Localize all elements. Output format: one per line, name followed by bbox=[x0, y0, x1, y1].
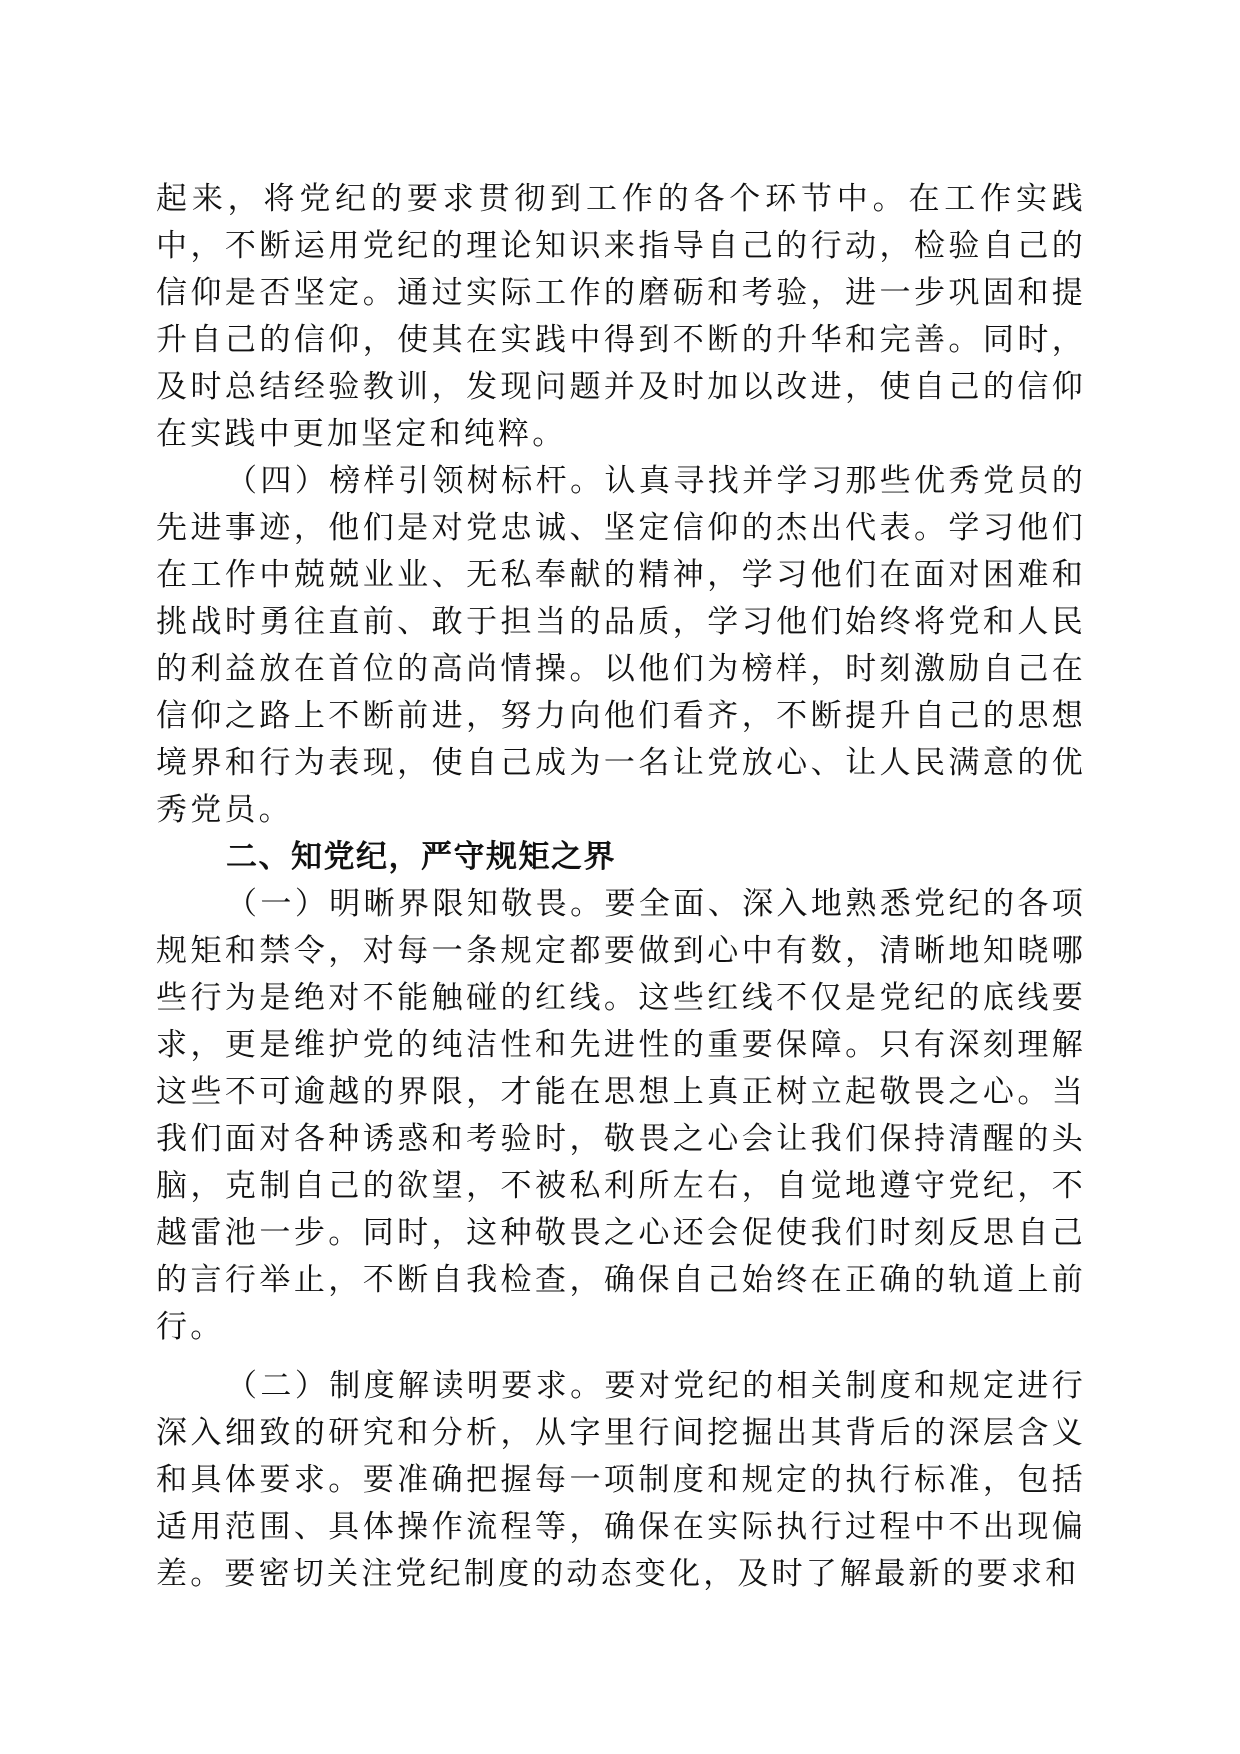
paragraph-lead-boundaries: （一）明晰界限知敬畏。 bbox=[226, 886, 605, 922]
paragraph-role-models bbox=[156, 458, 1086, 834]
paragraph-body-boundaries: 要全面、深入地熟悉党纪的各项规矩和禁令，对每一条规定都要做到心中有数，清晰地知晓哪些行为是绝对不能触碰的红线。这些红线不仅是党纪的底线要求，更是维护党的纯洁性和先进性的重要保障。只有深刻理解这些不可逾越的界限，才能在思想上真正树立起敬畏之心。当我们面对各种诱惑和考验时，敬畏之心会让我们保持清醒的头脑，克制自己的欲望，不被私利所左右，自觉地遵守党纪，不越雷池一步。同时，这种敬畏之心还会促使我们时刻反思自己的言行举止，不断自我检查，确保自己始终在正确的轨道上前行。 bbox=[156, 886, 1086, 1345]
document-body bbox=[156, 176, 1086, 1598]
paragraph-lead-role-models: （四）榜样引领树标杆。 bbox=[226, 463, 605, 499]
paragraph-continuation: 起来，将党纪的要求贯彻到工作的各个环节中。在工作实践中，不断运用党纪的理论知识来指导自己的行动，检验自己的信仰是否坚定。通过实际工作的磨砺和考验，进一步巩固和提升自己的信仰，使其在实践中得到不断的升华和完善。同时，及时总结经验教训，发现问题并及时加以改进，使自己的信仰在实践中更加坚定和纯粹。 bbox=[156, 181, 1086, 452]
section-heading-2: 二、知党纪，严守规矩之界 bbox=[226, 839, 616, 875]
paragraph-body-role-models: 认真寻找并学习那些优秀党员的先进事迹，他们是对党忠诚、坚定信仰的杰出代表。学习他们在工作中兢兢业业、无私奉献的精神，学习他们在面对困难和挑战时勇往直前、敢于担当的品质，学习他们始终将党和人民的利益放在首位的高尚情操。以他们为榜样，时刻激励自己在信仰之路上不断前进，努力向他们看齐，不断提升自己的思想境界和行为表现，使自己成为一名让党放心、让人民满意的优秀党员。 bbox=[156, 463, 1086, 828]
paragraph-regulations bbox=[156, 1363, 1086, 1598]
paragraph-lead-regulations: （二）制度解读明要求。 bbox=[226, 1368, 605, 1404]
paragraph-body-regulations: 要对党纪的相关制度和规定进行深入细致的研究和分析，从字里行间挖掘出其背后的深层含义和具体要求。要准确把握每一项制度和规定的执行标准，包括适用范围、具体操作流程等，确保在实际执行过程中不出现偏差。要密切关注党纪制度的动态变化，及时了解最新的要求和 bbox=[156, 1368, 1086, 1592]
paragraph-boundaries bbox=[156, 881, 1086, 1351]
